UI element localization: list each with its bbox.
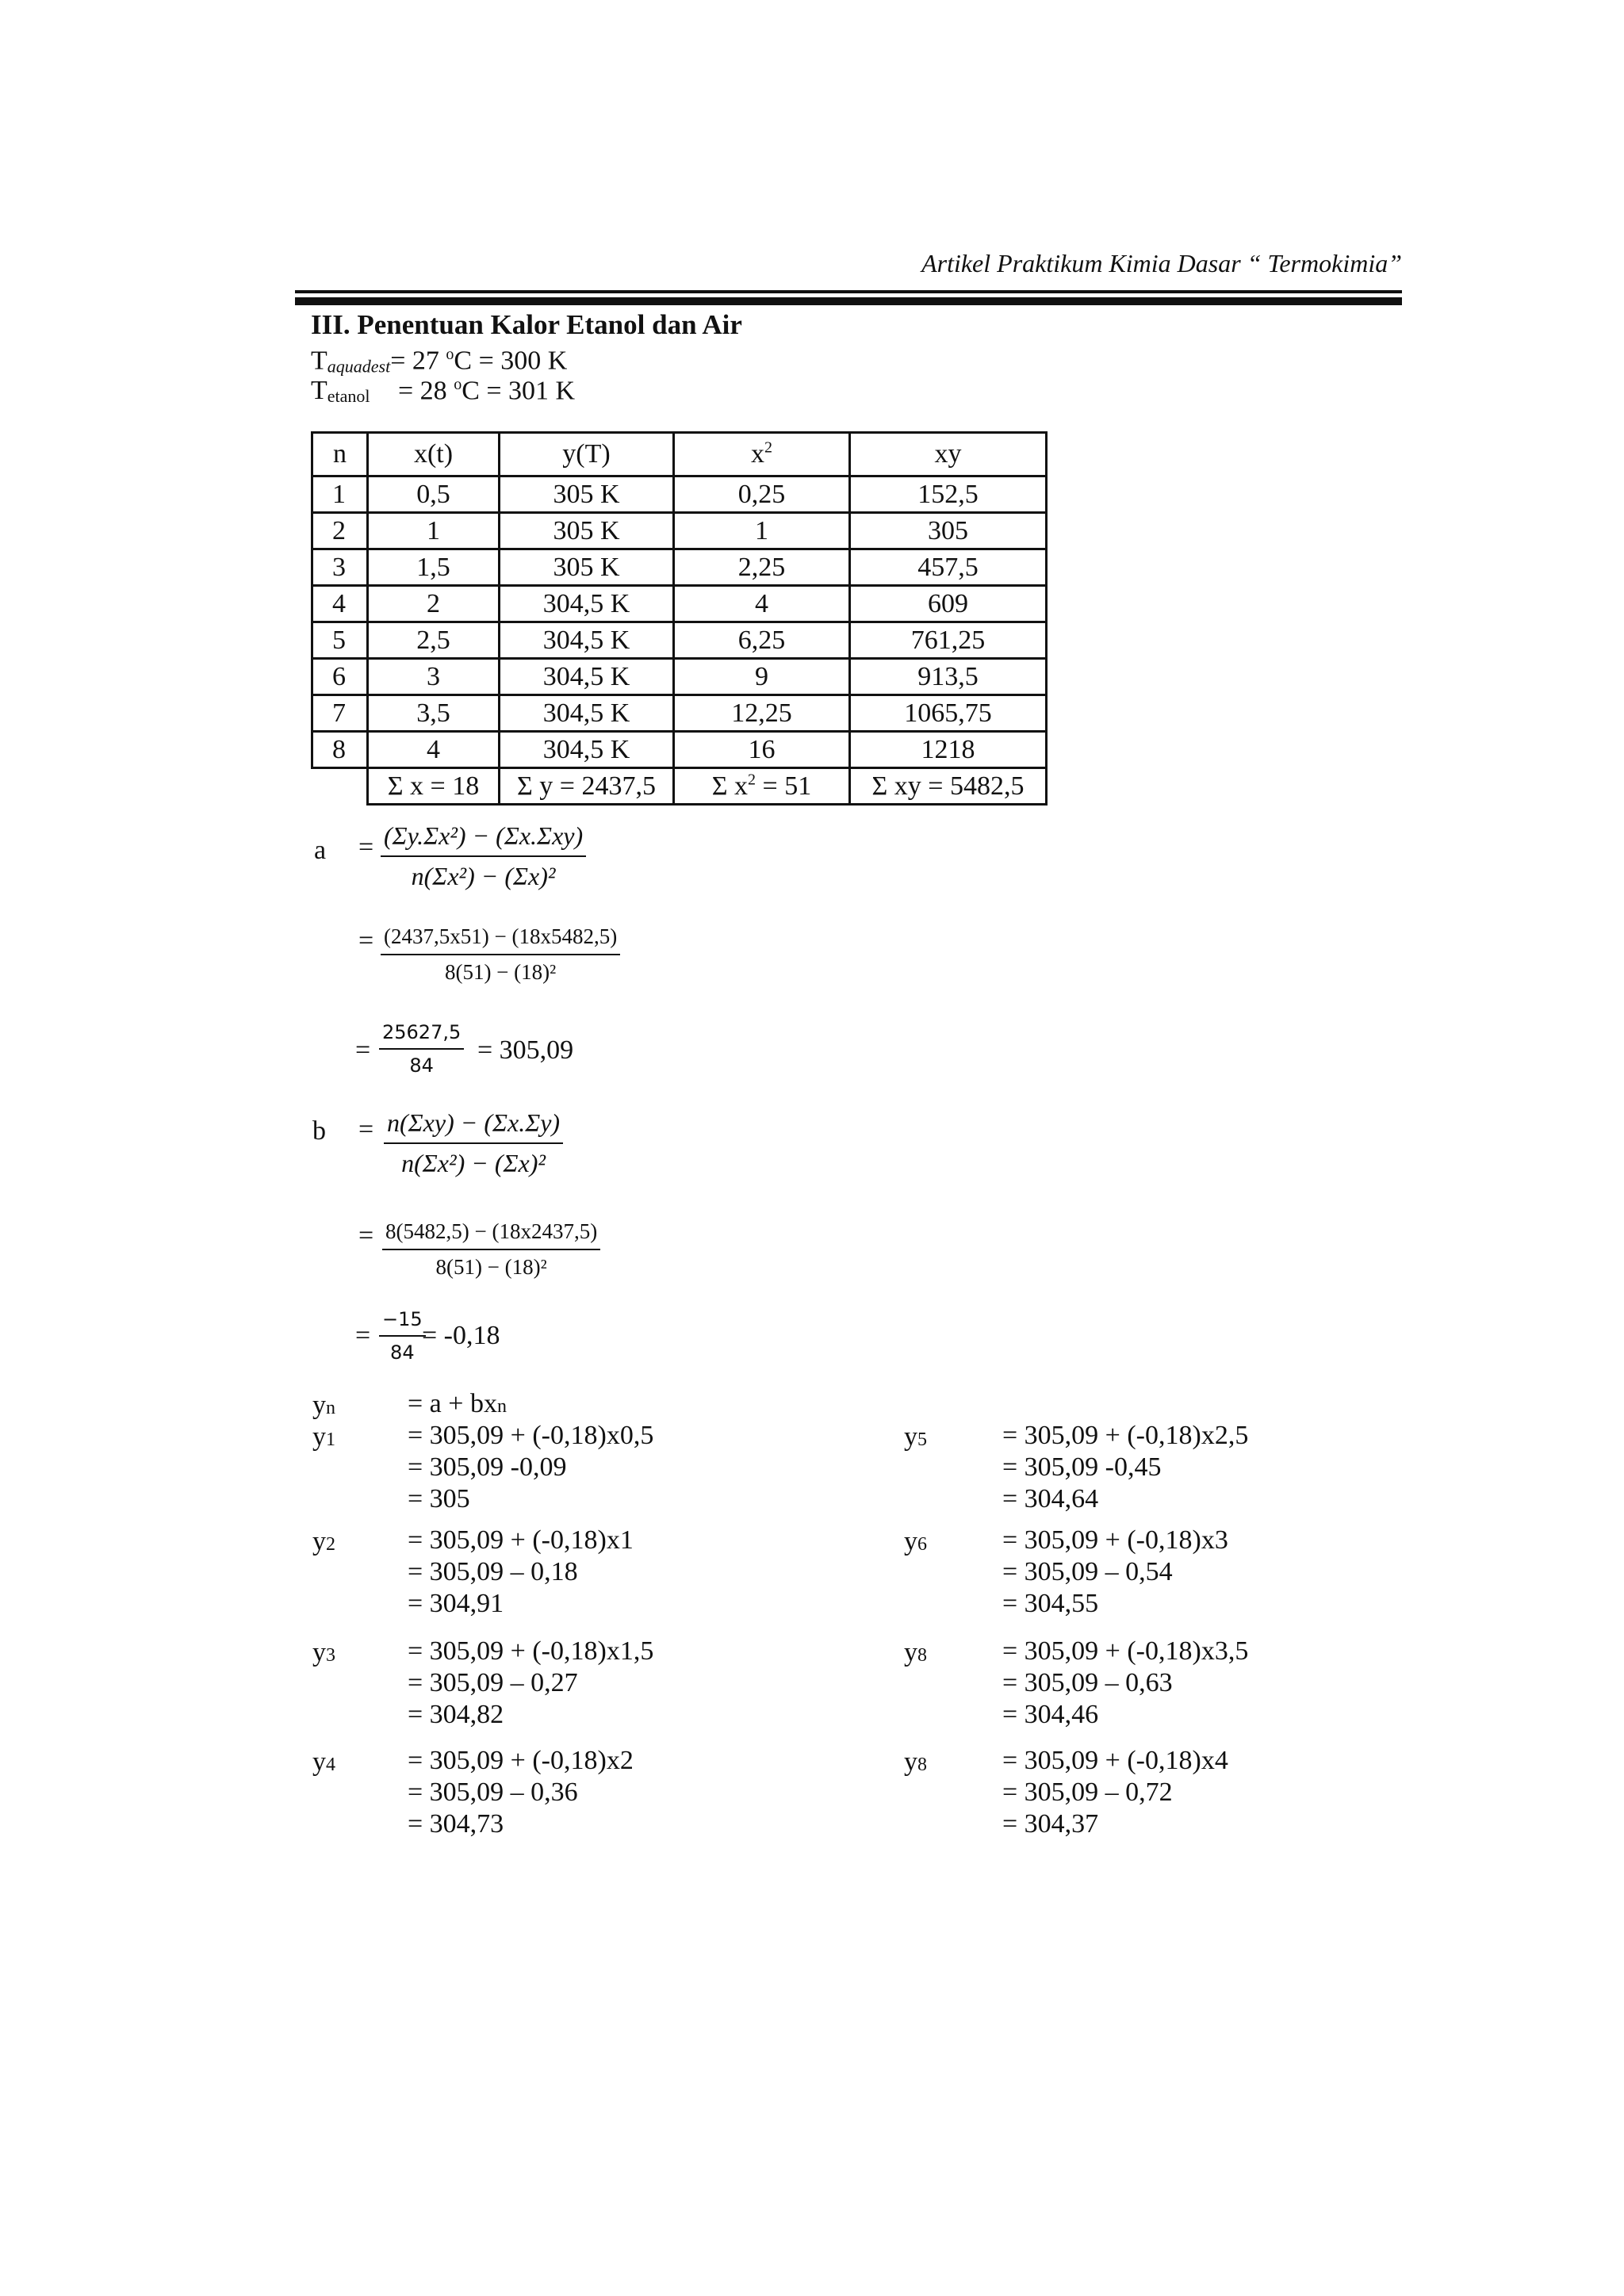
sum-x2 (674, 768, 850, 805)
header-n: n (312, 433, 368, 476)
cell-x: 1 (368, 513, 500, 549)
cell-x2: 0,25 (674, 476, 850, 513)
y-calc-line: = 304,55 (1002, 1589, 1099, 1618)
t-aquadest-line (311, 346, 567, 377)
cell-xy: 761,25 (850, 622, 1047, 659)
y-label (904, 1638, 927, 1668)
a-eq-2: = (358, 926, 374, 955)
cell-n: 4 (312, 586, 368, 622)
y-calc-line: = 305,09 + (-0,18)x4 (1002, 1746, 1228, 1775)
y-calc-line: = 305,09 – 0,36 (408, 1777, 578, 1807)
cell-x2: 16 (674, 732, 850, 768)
y-calc-line: = 304,82 (408, 1700, 504, 1729)
table-sum-row (312, 768, 1047, 805)
yn-label-base: y (312, 1391, 326, 1420)
t-etanol-degree: o (454, 376, 462, 393)
y-calc-line: = 305,09 – 0,27 (408, 1668, 578, 1697)
table-row (312, 622, 1047, 659)
table-row (312, 476, 1047, 513)
y-label-base: y (904, 1527, 917, 1556)
sum-y: Σ y = 2437,5 (500, 768, 674, 805)
t-etanol-value-wrap (398, 376, 575, 406)
table-row (312, 695, 1047, 732)
y-label (904, 1527, 927, 1557)
header-x2 (674, 433, 850, 476)
y-calc-line: = 305,09 + (-0,18)x1 (408, 1525, 634, 1555)
cell-y: 304,5 K (500, 659, 674, 695)
b-formula-den: n(Σx²) − (Σx)² (401, 1149, 546, 1177)
y-calc-line: = 304,73 (408, 1809, 504, 1839)
sum-blank (312, 768, 368, 805)
header-xy: xy (850, 433, 1047, 476)
sum-x2-pre: Σ x (711, 771, 749, 801)
t-aquadest-rest: C = 300 K (454, 346, 568, 376)
sum-x2-post: = 51 (756, 771, 812, 801)
b-formula-fraction (384, 1108, 563, 1178)
y-label-sub: 2 (326, 1534, 335, 1555)
b-eq-3: = (355, 1321, 371, 1350)
cell-x2: 4 (674, 586, 850, 622)
header-rule-thick (295, 297, 1402, 305)
cell-x: 4 (368, 732, 500, 768)
cell-x2: 2,25 (674, 549, 850, 586)
b-eq-2: = (358, 1221, 374, 1250)
a-label: a (314, 836, 327, 865)
cell-y: 304,5 K (500, 622, 674, 659)
a-eq-3: = (355, 1035, 371, 1065)
table-header-row (312, 433, 1047, 476)
table-row (312, 732, 1047, 768)
a-result-fraction (379, 1021, 464, 1077)
t-etanol-rest: C = 301 K (462, 376, 576, 406)
a-result: = 305,09 (477, 1035, 574, 1065)
cell-y: 304,5 K (500, 732, 674, 768)
b-result-den: 84 (390, 1341, 415, 1364)
cell-xy: 1218 (850, 732, 1047, 768)
cell-y: 305 K (500, 476, 674, 513)
y-label-sub: 1 (326, 1429, 335, 1450)
y-calc-line: = 305,09 -0,09 (408, 1452, 567, 1482)
cell-n: 6 (312, 659, 368, 695)
a-sub-fraction (381, 924, 620, 985)
table-row (312, 586, 1047, 622)
cell-n: 5 (312, 622, 368, 659)
header-y: y(T) (500, 433, 674, 476)
y-calc-line: = 304,46 (1002, 1700, 1099, 1729)
cell-xy: 913,5 (850, 659, 1047, 695)
cell-x2: 9 (674, 659, 850, 695)
y-label-sub: 3 (326, 1645, 335, 1666)
y-label (312, 1527, 335, 1557)
y-label-sub: 5 (917, 1429, 927, 1450)
cell-xy: 305 (850, 513, 1047, 549)
yn-label (312, 1391, 335, 1421)
y-label-sub: 6 (917, 1534, 927, 1555)
y-label-base: y (904, 1422, 917, 1452)
t-aquadest-sub: aquadest (327, 356, 391, 377)
cell-x: 3,5 (368, 695, 500, 732)
cell-x2: 12,25 (674, 695, 850, 732)
y-label (904, 1422, 927, 1452)
cell-x: 3 (368, 659, 500, 695)
b-result-num: −15 (379, 1308, 426, 1337)
t-aquadest-degree: o (446, 346, 454, 363)
cell-xy: 457,5 (850, 549, 1047, 586)
header-x: x(t) (368, 433, 500, 476)
cell-n: 2 (312, 513, 368, 549)
sum-x: Σ x = 18 (368, 768, 500, 805)
cell-x2: 1 (674, 513, 850, 549)
t-etanol-symbol: T (311, 376, 327, 405)
y-calc-line: = 305,09 – 0,54 (1002, 1557, 1173, 1586)
a-sub-den: 8(51) − (18)² (444, 960, 557, 984)
cell-y: 305 K (500, 549, 674, 586)
a-formula-num: (Σy.Σx²) − (Σx.Σxy) (381, 821, 586, 857)
cell-xy: 152,5 (850, 476, 1047, 513)
b-sub-num: 8(5482,5) − (18x2437,5) (382, 1219, 600, 1250)
sum-x2-sup: 2 (748, 771, 756, 789)
y-label-sub: 8 (917, 1645, 927, 1666)
regression-table (311, 431, 1048, 806)
b-result: = -0,18 (422, 1321, 500, 1350)
a-result-num: 25627,5 (379, 1021, 464, 1050)
b-eq-1: = (358, 1115, 374, 1144)
y-calc-line: = 304,64 (1002, 1484, 1099, 1513)
cell-n: 3 (312, 549, 368, 586)
y-label-base: y (312, 1747, 326, 1777)
table-row (312, 549, 1047, 586)
cell-xy: 1065,75 (850, 695, 1047, 732)
y-label-sub: 8 (917, 1755, 927, 1775)
cell-n: 8 (312, 732, 368, 768)
y-label-base: y (904, 1747, 917, 1777)
y-calc-line: = 305,09 – 0,63 (1002, 1668, 1173, 1697)
y-label (312, 1422, 335, 1452)
cell-n: 1 (312, 476, 368, 513)
y-calc-line: = 304,91 (408, 1589, 504, 1618)
yn-expr (408, 1389, 507, 1419)
y-label-base: y (312, 1527, 326, 1556)
table-row (312, 659, 1047, 695)
y-calc-line: = 305 (408, 1484, 470, 1513)
a-result-den: 84 (409, 1054, 434, 1077)
header-x2-sup: 2 (764, 438, 772, 457)
cell-x: 0,5 (368, 476, 500, 513)
t-etanol-value: = 28 (398, 376, 454, 406)
t-etanol-sub: etanol (327, 386, 370, 406)
cell-y: 304,5 K (500, 586, 674, 622)
a-formula-den: n(Σx²) − (Σx)² (411, 862, 556, 890)
cell-y: 304,5 K (500, 695, 674, 732)
y-calc-line: = 305,09 – 0,72 (1002, 1777, 1173, 1807)
y-calc-line: = 305,09 + (-0,18)x2 (408, 1746, 634, 1775)
cell-x: 2,5 (368, 622, 500, 659)
cell-x2: 6,25 (674, 622, 850, 659)
b-sub-fraction (382, 1219, 600, 1280)
cell-x: 1,5 (368, 549, 500, 586)
yn-expr-base: = a + bx (408, 1389, 497, 1418)
header-rule-thin (295, 290, 1402, 293)
cell-xy: 609 (850, 586, 1047, 622)
y-calc-line: = 304,37 (1002, 1809, 1099, 1839)
t-etanol-line (311, 376, 628, 408)
t-aquadest-symbol: T (311, 346, 327, 376)
yn-label-sub: n (326, 1398, 335, 1418)
y-label-base: y (312, 1422, 326, 1452)
yn-expr-sub: n (496, 1396, 507, 1417)
table-row (312, 513, 1047, 549)
table-body (312, 476, 1047, 768)
y-label (904, 1747, 927, 1777)
sum-xy: Σ xy = 5482,5 (850, 768, 1047, 805)
cell-x: 2 (368, 586, 500, 622)
b-result-fraction (379, 1308, 426, 1364)
running-header: Artikel Praktikum Kimia Dasar “ Termokimia” (921, 249, 1402, 277)
y-calc-line: = 305,09 + (-0,18)x3,5 (1002, 1636, 1249, 1666)
y-calc-line: = 305,09 + (-0,18)x3 (1002, 1525, 1228, 1555)
y-label-base: y (312, 1638, 326, 1667)
y-calc-line: = 305,09 – 0,18 (408, 1557, 578, 1586)
y-calc-line: = 305,09 + (-0,18)x2,5 (1002, 1421, 1249, 1450)
b-formula-num: n(Σxy) − (Σx.Σy) (384, 1108, 563, 1144)
b-sub-den: 8(51) − (18)² (435, 1255, 547, 1279)
a-formula-fraction (381, 821, 586, 891)
cell-y: 305 K (500, 513, 674, 549)
b-label: b (312, 1116, 326, 1146)
y-label-base: y (904, 1638, 917, 1667)
cell-n: 7 (312, 695, 368, 732)
y-calc-line: = 305,09 + (-0,18)x1,5 (408, 1636, 654, 1666)
y-label (312, 1638, 335, 1668)
section-title: III. Penentuan Kalor Etanol dan Air (311, 309, 742, 340)
y-calc-line: = 305,09 -0,45 (1002, 1452, 1162, 1482)
t-aquadest-value: = 27 (390, 346, 446, 376)
y-label (312, 1747, 335, 1777)
header-x2-base: x (751, 439, 764, 469)
a-eq-1: = (358, 832, 374, 862)
a-sub-num: (2437,5x51) − (18x5482,5) (381, 924, 620, 955)
y-label-sub: 4 (326, 1755, 335, 1775)
y-calc-line: = 305,09 + (-0,18)x0,5 (408, 1421, 654, 1450)
